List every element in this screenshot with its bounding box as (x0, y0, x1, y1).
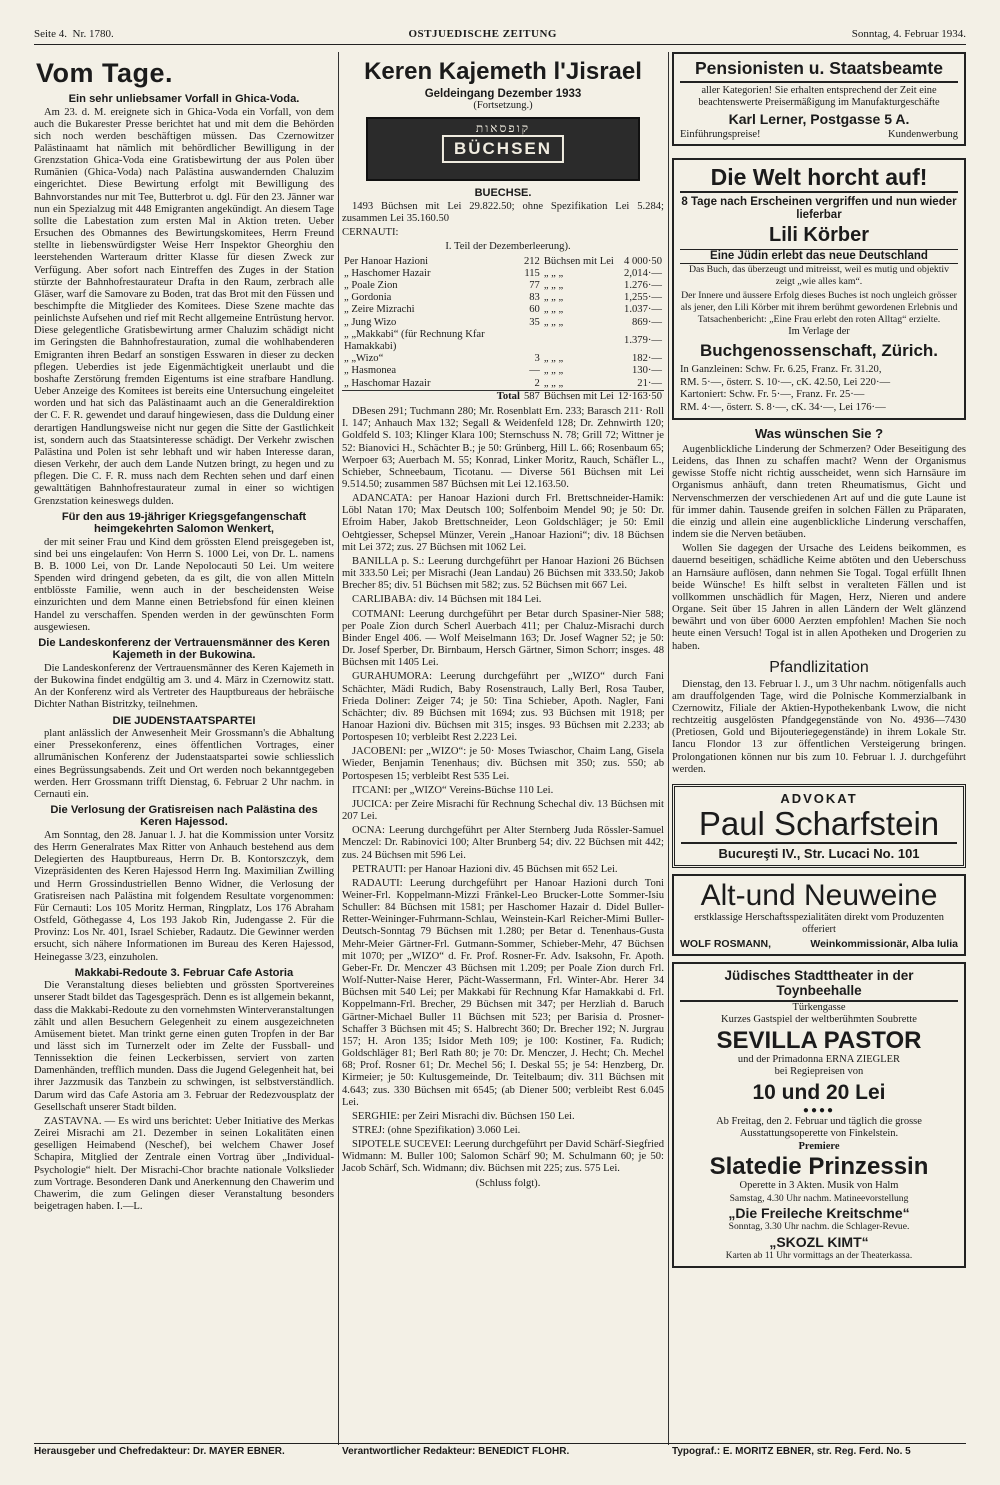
box-count: — (529, 365, 540, 377)
ad-business-name: Karl Lerner, Postgasse 5 A. (728, 111, 910, 127)
article-text: SERGHIE: per Zeiri Misrachi div. Büchsen 150 Lei. (352, 1110, 575, 1122)
article-text: plant anlässlich der Anwesenheit Meir Grossmann's die Abhaltung einer Pressekonferenz, eines öffentlichen Vortrages, einer allrumänischen Konferenz der Judenstaatspartei sowie schliesslich eines Begrüssungsabends. Zeit und Ort werden noch bekanntgegeben werden. Herr Grossmann trifft Dienstag, 6. Februar 2 Uhr nachm. in Cernauti ein. (34, 728, 334, 800)
continuation-note: (Fortsetzung.) (473, 100, 533, 111)
ad-pensionisten (672, 52, 966, 146)
ad-footer-row (680, 129, 958, 140)
notice-headline: Pfandlizitation (769, 658, 869, 676)
total-amount: 12·163·50 (617, 390, 662, 402)
unit-label: „ „ „ (543, 353, 564, 365)
section-title: Keren Kajemeth l'Jisrael (364, 58, 642, 85)
box-count: 115 (524, 267, 540, 279)
ornament-dots: ●●●● (802, 1104, 836, 1116)
ad-headline: Die Welt horcht auf! (680, 164, 958, 193)
article-text: JACOBENI: per „WIZO“: je 50· Moses Twiaschor, Chaim Lang, Gisela Wieder, Benjamin Tenenhaus; div. Büchsen mit 350; zus. 550; ab Portospesen 15; verbleibt Rest 535 Lei. (342, 746, 664, 782)
total-label: Total (342, 390, 522, 403)
article-headline: Die Verlosung der Gratisreisen nach Palästina des Keren Hajessod. (50, 803, 318, 829)
city-heading: CERNAUTI: (342, 227, 399, 239)
unit-label: „ „ „ (543, 280, 564, 292)
show-title: „Die Freileche Kreitschme“ (728, 1205, 910, 1222)
performer-name: SEVILLA PASTOR (716, 1026, 922, 1054)
column-divider (668, 52, 669, 1445)
box-count (522, 329, 542, 353)
header-left (34, 28, 114, 44)
ad-text: Der Innere und äussere Erfolg dieses Buches ist noch ungleich grösser als jener, den Lili Körber mit ihrem berühmt gewordenen Erlebnis und Tatsachenbericht: „Eine Frau erlebt den roten Alltag“ erzielte. (680, 290, 958, 325)
ad-headline: Was wünschen Sie ? (754, 426, 884, 441)
article-headline: Ein sehr unliebsamer Vorfall in Ghica-Voda. (68, 93, 300, 105)
table-row (342, 329, 664, 353)
ad-buch-welt (672, 158, 966, 420)
ad-text: Augenblickliche Linderung der Schmerzen? Oder Beseitigung des Leidens, das Ihnen zu schaffen macht? Wenn der Organismus gewisse Stoffe nicht richtig ausscheidet, wenn sich Harnsäure im Organismus anhäuft, dann treten Rheumatismus, Gicht und Nervenschmerzen der verschiedenen Art auf und die gute Laune ist für immer dahin. Tausende greifen in solchen Fällen zu Präparaten, die einzig und allein eine augenblickliche Linderung verschaffen, indem sie die Nerven betäuben. (672, 444, 966, 541)
unit-label: Büchsen mit Lei (543, 390, 614, 402)
ad-advokat (672, 784, 966, 868)
ad-label: ADVOKAT (780, 790, 858, 806)
ad-text: Einführungspreise! (680, 129, 761, 140)
unit-label: „ „ „ (543, 304, 564, 316)
article-text: CARLIBABA: div. 14 Büchsen mit 184 Lei. (352, 594, 542, 606)
donor-group: „ „Makkabi“ (für Rechnung Kfar Hamakkabi) (344, 328, 485, 353)
amount-lei: 1,255·— (624, 292, 662, 304)
book-author: Lili Körber (768, 224, 869, 246)
amount-lei: 4 000·50 (624, 255, 662, 267)
ad-text: Im Verlage der (788, 326, 850, 337)
ad-text: Kundenwerbung (888, 129, 958, 140)
unit-label: „ „ „ (543, 377, 564, 389)
article-text: COTMANI: Leerung durchgeführt per Betar durch Spasiner-Nier 588; per Poale Zion durch Scherl Auerbach 411; per Chaluz-Misrachi durch Binder Engel 406. — Wolf Meiselmann 163; Dr. Josef Wagner 52; je 50: Dr. Josef Sperber, Dr. Birnbaum, Hersch Gärtner, Simon Schorr; insges. 48 Büchsen mit 1405 Lei. (342, 608, 664, 669)
unit-label: „ „ „ (543, 365, 564, 377)
column-advertisements (672, 52, 966, 1445)
ad-headline: Alt-und Neuweine (700, 878, 938, 912)
price-label: Kartoniert: (680, 389, 727, 400)
amount-lei: 21·— (637, 377, 662, 389)
box-count: 77 (529, 280, 540, 292)
banner-hebrew-text: קופסאות (475, 121, 531, 135)
ticket-price: 10 und 20 Lei (752, 1080, 886, 1104)
table-row (342, 256, 664, 268)
footer-rule (34, 1443, 966, 1444)
show-title: „SKOZL KIMT“ (769, 1233, 869, 1250)
box-count: 60 (529, 304, 540, 316)
article-headline: Für den aus 19-jähriger Kriegsgefangenschaft heimgekehrten Salomon Wenkert, (61, 510, 307, 536)
article-text: I. Teil der Dezemberleerung). (445, 241, 571, 253)
amount-lei: 869·— (631, 316, 662, 328)
amount-lei: 2,014·— (624, 267, 662, 279)
article-text: Die Landeskonferenz der Vertrauensmänner des Keren Kajemeth in der Bukowina findet endgültig am 3. und 4. März in Czernowitz statt. An der Konferenz wird als Vertreter des Hauptbureaus der hebräische Dichter Nathan Bistritzky, teilnehmen. (34, 662, 334, 711)
donor-group: „ Haschomar Hazair (344, 377, 431, 389)
ad-headline: Pensionisten u. Staatsbeamte (680, 58, 958, 83)
article-text: PETRAUTI: per Hanoar Hazioni div. 45 Büchsen mit 652 Lei. (352, 863, 618, 875)
donor-group: „ Zeire Mizrachi (344, 304, 415, 316)
price-value: RM. 4·—, österr. S. 8·—, cK. 34·—, Lei 176·— (680, 401, 886, 413)
ad-theater (672, 962, 966, 1269)
article-text: der mit seiner Frau und Kind dem grössten Elend preisgegeben ist, sind bei uns eingelaufen: Von Herrn S. 1000 Lei, von Dr. L. namens B. B. 1000 Lei, von Dr. Lande Nepolocauti 50 Lei. Um weitere Spenden wird dringend gebeten, da es gilt, die von allen Mitteln entblösste Familie, wenn auch in der bescheidensten Weise einzurichten und dem Manne einen Betriebsfond für einen kleinen Handel zu verschaffen. Spenden werden in der gewünschten Form ausgewiesen. (34, 536, 334, 633)
ad-text: Das Buch, das überzeugt und mitreisst, weil es mutig und objektiv zeigt „wie alles kam“. (688, 264, 950, 287)
newspaper-title: OSTJUEDISCHE ZEITUNG (408, 28, 557, 40)
subsection-heading: BUECHSE. (474, 187, 532, 199)
article-text: BANILLA p. S.: Leerung durchgeführt per Hanoar Hazioni 26 Büchsen mit 333.50 Lei; per Misrachi (Jean Landau) 26 Büchsen mit 333.50; Jakob Brecher 85; div. 51 Büchsen mit 582; zus. 52 Büchsen mit 667 Lei. (342, 555, 664, 592)
donor-group: „ „Wizo“ (344, 353, 384, 365)
box-count: 2 (534, 377, 540, 389)
article-text: DBesen 291; Tuchmann 280; Mr. Rosenblatt Ern. 233; Barasch 211· Roll I. 147; Anhauch Max 132; Segall & Weidenfeld 128; Dr. Zehnwirth 120; Goldfeld S. 103; Klinger Klara 100; Sternschuss N. 78; Grill 72; Wittner je 52: Bianovici H., Schächter B.; je 50: Grünberg, Hill L. 66; Rosenbaum 65; Werpoer 63; Auerbach M. 55; Konrad, Linker Moritz, Rauch, Schäfler L., Schieber, Schneebaum, Ticotanu. — Diverse 561 Büchsen mit Lei 9.514.50; zusammen 587 Büchsen mit Lei 12.163.50. (342, 406, 664, 490)
table-row (342, 353, 664, 365)
box-count: 83 (529, 292, 540, 304)
amount-lei: 1.276·— (624, 280, 662, 292)
table-row (342, 268, 664, 280)
ad-text: Premiere (798, 1140, 840, 1152)
issue-number: Nr. 1780. (72, 28, 114, 40)
unit-label: „ „ „ (543, 316, 564, 328)
ad-text: und der Primadonna ERNA ZIEGLER (737, 1053, 901, 1065)
ad-text: Türkengasse (792, 1001, 846, 1013)
article-text: OCNA: Leerung durchgeführt per Alter Sternberg Juda Rössler-Samuel Menczel: Dr. Rabinovici 100; Alter Brunberg 54; div. 22 Büchsen mit 442; zus. 24 Büchsen mit 596 Lei. (342, 825, 664, 861)
price-label: In Ganzleinen: (680, 364, 743, 375)
ad-footer-row (680, 938, 958, 950)
ad-text: Wollen Sie dagegen der Ursache des Leidens beikommen, es dauernd beseitigen, schädliche Keime abtöten und den Ueberschuss an Harnsäure auflösen, dann nehmen Sie Togal. Togal erfüllt Ihnen beide Wünsche! Es hilft selbst in veralteten Fällen und ist vollkommen unschädlich für Magen, Herz, Nieren und andere Organe. Seit über 15 Jahren in allen Ländern der Welt glänzend bewährt und von über 6000 Aerzten empfohlen! Machen Sie noch heute einen Versuch! Togal ist in allen Apotheken und Drogerien zu haben. (672, 543, 966, 652)
total-count: 587 (523, 390, 540, 402)
unit-label (542, 329, 616, 353)
donor-group: „ Hasmonea (344, 365, 397, 377)
ad-business-name: WOLF ROSMANN, (680, 937, 771, 950)
ad-headline: Jüdisches Stadttheater in der Toynbeehalle (680, 968, 958, 1002)
ad-business-name: Paul Scharfstein (698, 804, 940, 842)
column-vom-tage (34, 52, 334, 1445)
column-keren-kajemeth (342, 52, 664, 1445)
article-text: ITCANI: per „WIZO“ Vereins-Büchse 110 Lei. (352, 784, 554, 796)
article-text: ADANCATA: per Hanoar Hazioni durch Frl. Brettschneider-Hamik: Löbl Natan 170; Max Deutsch 100; Solfenboim Mendel 90; je 50: Dr. Efroim Haber, Jakob Brettschneider, Leon Goldschläger; je 50: Emil Oehtgiesser, Schepsel Münzer, Verein „Hanoar Hazioni“; div. 18 Büchsen mit Lei 372; zus. 27 Büchsen mit 1062 Lei. (342, 493, 664, 553)
article-text: Die Veranstaltung dieses beliebten und grössten Sportvereines unserer Stadt bildet das Tagesgespräch. Denn es ist allgemein bekannt, dass die Makkabi-Redoute zu den vornehmsten Winterveranstaltungen zählt und allen Besuchern Gelegenheit zu einem ausgezeichneten Amüsement bietet. Man trinkt gerne einen guten Tropfen in der Bar und lässt sich im Turnerzelt oder im Zelte der Fussball- und Tennissektion die feinen Leckerbissen, serviert von zarten Damenhänden, trefflich munden. Dass die Jugend Gelegenheit hat, bei ihrer Jazzmusik das Tanzbein zu schwingen, ist selbstverständlich. Darum wird das Cafe Astoria am 3. Februar der Redezvousplatz der Gesellschaft unserer Stadt bilden. (34, 980, 334, 1113)
article-end-note: (Schluss folgt). (475, 1177, 541, 1189)
amount-lei: 130·— (631, 365, 662, 377)
table-row (342, 365, 664, 377)
notice-text: Dienstag, den 13. Februar l. J., um 3 Uhr nachm. nötigenfalls auch am drauffolgenden Tage, wird die Polnische Kommerzialbank in Czernowitz, Filiale der Aktien-Hypothekenbank Lwow, die nicht rechtzeitig ausgelösten Pfandgegenstände von No. 4936—7430 (Pretiosen, Gold und Bijouteriegegenstände) in ihrem Lokale Str. Iancu Flondor 13 zur öffentlichen Versteigerung bringen. Prolongationen können nur bis zum 10. Februar l. J. durchgeführt werden. (672, 678, 966, 775)
table-total-row (342, 390, 664, 403)
unit-label: Büchsen mit Lei (543, 255, 614, 267)
table-row (342, 292, 664, 304)
table-row (342, 317, 664, 329)
article-text: JUCICA: per Zeire Misrachi für Rechnung Schechal div. 13 Büchsen mit 207 Lei. (342, 798, 664, 823)
section-subtitle: Geldeingang Dezember 1933 (424, 88, 582, 100)
box-count: 3 (534, 353, 540, 365)
donor-group: „ Poale Zion (344, 280, 398, 292)
article-headline: Die Landeskonferenz der Vertrauensmänner des Keren Kajemeth in der Bukowina. (38, 636, 330, 662)
column-divider (338, 52, 339, 1445)
ad-text: Samstag, 4.30 Uhr nachm. Matineevorstellung (729, 1192, 909, 1204)
table-row (342, 280, 664, 292)
ad-address: Bucureşti IV., Str. Lucaci No. 101 (681, 842, 957, 861)
book-title: Eine Jüdin erlebt das neue Deutschland (680, 249, 958, 264)
donor-group: „ Haschomer Hazair (344, 267, 431, 279)
ad-text: Weinkommissionär, Alba Iulia (810, 937, 958, 950)
ad-text: Operette in 3 Akten. Musik von Halm (739, 1180, 899, 1192)
article-text: GURAHUMORA: Leerung durchgeführt per „WIZO“ durch Fani Schächter, Mädi Rudich, Baby Rosenstrauch, Lally Berl, Rosa Tauber, Frieda Doliner: Zeiger 74; je 50: Tina Schieber, Apoth. Nagler, Fani Schächter; div. 89 Büchsen mit 1694; zus. 93 Büchsen mit 1918; per Hanoar Hazioni div. Büchsen mit 315; insges. 93 Büchsen mit 2.233; ab Portospesen 10; verbleibt Rest 2.223 Lei. (342, 671, 664, 744)
page-header (34, 28, 966, 45)
footer-printer: Typograf.: E. MORITZ EBNER, str. Reg. Ferd. No. 5 (672, 1446, 911, 1457)
amount-lei: 1.037·— (624, 304, 662, 316)
article-text: STREJ: (ohne Spezifikation) 3.060 Lei. (352, 1124, 521, 1136)
ad-text: Kurzes Gastspiel der weltberühmten Soubrette (721, 1014, 917, 1026)
article-text: ZASTAVNA. — Es wird uns berichtet: Ueber Initiative des Merkas Zeirei Misrachi am 21. Dezember in seinen Lokalitäten einen geselligen Heimabend (Neschef), bei welchem Chawer Josef Schapira, Mitglied der Zentrale einen Vortrag über „Individual-Psychologie“ hielt. Der Misrachi-Chor brachte nationale Volkslieder zum Vortrage. Besonderen Dank und Anerkennung den Chawerim und Chawerim, die zum Gelingen dieser Veranstaltung besonders beigetragen haben. I.—L. (34, 1115, 334, 1212)
buechsen-banner (366, 117, 640, 181)
ad-text: Sonntag, 3.30 Uhr nachm. die Schlager-Revue. (728, 1221, 910, 1233)
price-list (680, 364, 958, 414)
footer-publisher: Herausgeber und Chefredakteur: Dr. MAYER EBNER. (34, 1446, 285, 1457)
section-title: Vom Tage. (36, 58, 174, 88)
amount-lei: 182·— (631, 353, 662, 365)
donor-group: „ Gordonia (344, 292, 392, 304)
price-value: Schw. Fr. 6.25, Franz. Fr. 31.20, (745, 364, 882, 375)
price-value: Schw. Fr. 5·—, Franz. Fr. 25·— (729, 389, 865, 400)
article-text: SIPOTELE SUCEVEI: Leerung durchgeführt per David Schärf-Siegfried Widmann: M. Buller 100; Salomon Schärf 90; M. Schulmann 60; je 50: Jacob Schärf, Sch. Widmann; div. Büchsen mit 225; zus. 575 Lei. (342, 1139, 664, 1175)
article-text: Am Sonntag, den 28. Januar l. J. hat die Kommission unter Vorsitz des Herrn Generalrates Max Ritter von Anhauch bestehend aus dem Delegierten des Hauptbureaus, Herrn Dr. B. Kontorszczyk, dem Vizepräsidenten des Keren Hajessod Herrn Ing. Maximilian Zwilling und Herrn Grossindustriellen Benno Widner, die Verlosung der Gratisreisen nach Palästina mit folgendem Resultate vorgenommen: Für Cernauti: Los 105 Moritz Herman, Ringplatz, Los 176 Abraham Ostfeld, Göthegasse 4, Los 193 Jakob Rin, Judengasse 2. Für die Provinz: Los Nr. 401, Israel Schieber, Radautz. Die Gewinner werden ersucht, sich nähere Informationen im Bureau des Keren Hajessod, Heinegasse 3/23, einzuholen. (34, 829, 334, 963)
box-count: 212 (523, 255, 540, 267)
article-headline: DIE JUDENSTAATSPARTEI (112, 714, 256, 727)
ad-text: Karten ab 11 Uhr vormittags an der Theaterkassa. (725, 1250, 913, 1261)
box-count: 35 (529, 316, 540, 328)
donor-group: Per Hanoar Hazioni (344, 255, 429, 267)
ad-text: erstklassige Herschaftsspezialitäten direkt vom Produzenten offeriert (694, 911, 944, 935)
ad-subheadline: 8 Tage nach Erscheinen vergriffen und nun wieder lieferbar (681, 196, 957, 221)
amount-lei: 1.379·— (624, 334, 662, 346)
article-text: 1493 Büchsen mit Lei 29.822.50; ohne Spezifikation Lei 5.284; zusammen Lei 35.160.50 (342, 201, 664, 225)
show-title: Slatedie Prinzessin (709, 1153, 929, 1181)
footer-editor: Verantwortlicher Redakteur: BENEDICT FLOHR. (342, 1446, 570, 1457)
page-label: Seite 4. (34, 28, 67, 40)
unit-label: „ „ „ (543, 267, 564, 279)
donor-group: „ Jung Wizo (344, 316, 397, 328)
ad-text: aller Kategorien! Sie erhalten entsprechend der Zeit eine beachtenswerte Preisermäßigung im Manufakturgeschäfte (698, 85, 940, 108)
price-value: RM. 5·—, österr. S. 10·—, cK. 42.50, Lei 220·— (680, 376, 891, 388)
ad-text: bei Regiepreisen von (774, 1066, 864, 1078)
table-row (342, 378, 664, 391)
ad-weine (672, 874, 966, 956)
publisher-name: Buchgenossenschaft, Zürich. (699, 341, 939, 360)
article-headline: Makkabi-Redoute 3. Februar Cafe Astoria (74, 966, 294, 979)
ad-text: Ab Freitag, den 2. Februar und täglich die grosse Ausstattungsoperette von Finkelstein. (716, 1115, 922, 1140)
article-text: RADAUTI: Leerung durchgeführt per Hanoar Hazioni durch Toni Weiner-Frl. Koppelmann-Mizzi Fränkel-Leo Brucker-Lotte Sommer-Isiu Schuller: 84 Büchsen mit 1581; per Haschomer Hazair d. Didel Buller-Retter-Weininger-Fuhrmann-Schlau, Weinstein-Karl Reicher-Mimi Buller-Deutsch-Sonntag 79 Büchsen mit 1.280; per Betar d. Tenenhaus-Gusta Mehr-Meier Gärtner-Frl. Gutmann-Sommer, Schieber-Mehr, 47 Büchsen mit 1070; per „WIZO“ d. Fr. Prof. Rosner-Fr. Adv. Isaksohn, Fr. Apoth. Geber-Fr. Dr. Menczer 43 Büchsen mit 1.209; per Poale Zion durch Frl. Wolf-Nutter-Naise Herer, Pächt-Wassermann, Frl. Winter-Abr. Herer 34 Büchsen mit 540 Lei; per Makkabi für Rechnung Kfar Hamakkabi d. Frl. Koppelmann-Frl. Brecher, 29 Büchsen mit 347; per Herzliah d. Baruch Gärtner-Michael Buller 11 Büchsen mit 523; per Barisia d. Prosner-Schaffer 3 Büchsen mit 45; S. Halbrecht 360; Dr. Brecher 192; N. Jurgrau 157; H. Aron 135; Isidor Meth 109; je 100: Kostiner, Fa. Rudich; Goldschläger 81; Berl Rath 80; je 70: Dr. Menczer, J. Hecht; Ch. Mechel 68; Prof. Rosner 61; Dr. Mechel 56; I. Deskal 55; je 54: Henzberg, Dr. Kirmeier; je 50: Kultusgemeinde, Dr. Teitelbaum; div. 311 Büchsen mit 4.643; zus. 330 Büchsen mit 6545; (ab Diener 500; verbleibt Rest 6.045 Lei. (342, 877, 664, 1108)
unit-label: „ „ „ (543, 292, 564, 304)
article-text: Am 23. d. M. ereignete sich in Ghica-Voda ein Vorfall, von dem auch die Bukarester Presse berichtet hat und mit dem die Behörden sich noch werden beschäftigen müssen. Das Czernowitzer Palästinaamt hat nämlich mit behördlicher Bewilligung in der Grenzstation Ghica-Voda eine Gratisbewirtung der aus Polen über Rumänien (Ghica-Voda) nach Palästina auswandernden Chaluzim eingerichtet. Diese Bewirtung erfolgt mit Bewilligung des Bahnvorstandes nur mit Tee, Butterbrot u. dgl. Für den 23. Jänner war nun ein Spezialzug mit 448 Emigranten angekündigt. An diesem Tage sollte die Labestation zum ersten Mal in Aktion treten. Ueber Ersuchen des Obmannes des Bewirtungskomitees, Herrn Freund stellte in liebenswürdigster Weise Herr Inspektor Gheorghiu den leerstehenden Warteraum dritter Klasse für diesen Zweck zur Verfügung. Aber sofort nach Eintreffen des Zuges in der Station stürzte der Bahnhofrestaurateur Drafta in den Raum, zerbrach alle Gläser, warf die Samovare zu Boden, trat das Brot mit den Füssen und beschimpfte die Mitglieder des Komitees. Diese Szene machte das peinlichste Aufsehen und rief mit Recht allgemeine Entrüstung hervor. Diese gelegentliche Gratisbewirtung armer Chaluzim schädigt nicht im Geringsten die Bahnhofrestauration, zumal die wohlhabenderen Emigranten ihren Bedarf an sonstigen Esswaren in dieser zu decken pflegen. Ueberdies ist jede Eigenmächtigkeit unerlaubt und die boshafte Zerstörung fremden Eigentums ist eine strafbare Handlung. Ueber Anzeige des Komitees ist bereits eine Untersuchung eingeleitet worden und hat sich das Palästinaamt auch an die Generaldirektion der C. F. R. gewendet und darauf hingewiesen, dass die Duldung einer derartigen Handlungsweise nicht nur gegen die Sitte der Gastlichkeit ist, sondern auch das Staatsinteresse schädigt. Der Verkehr zwischen Palästina und Polen ist sehr lebhaft und wir haben Interesse daran, diesen Verkehr, der auch dem Lande Nutzen bringt, zu hegen und zu pflegen. Die C. F. R. muss nach dem Rechten sehen und darf einen gewalttätigen Bahnhofrestaurateur zumal in einer so wichtigen Grenzstation keineswegs dulden. (34, 106, 334, 507)
banner-text: BÜCHSEN (442, 135, 564, 163)
issue-date: Sonntag, 4. Februar 1934. (851, 28, 966, 40)
donation-table (342, 256, 664, 403)
table-row (342, 304, 664, 316)
